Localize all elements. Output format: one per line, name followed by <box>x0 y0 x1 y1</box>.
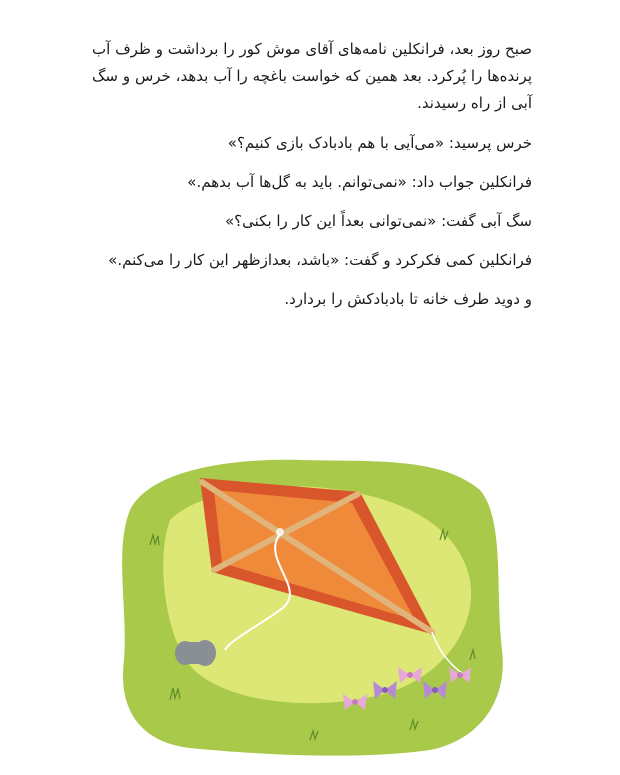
story-paragraph-2: خرس پرسید: «می‌آیی با هم بادبادک بازی کنیم؟» <box>227 134 532 152</box>
story-paragraph-1: صبح روز بعد، فرانکلین نامه‌های آقای موش کور را برداشت و ظرف آب پرنده‌ها را پُرکرد. بعد همین که خواست باغچه را آب بدهد، خرس و سگ آبی از راه رسیدند. <box>92 40 532 112</box>
kite-illustration <box>110 450 510 760</box>
story-paragraph-6: و دوید طرف خانه تا بادبادکش را بردارد. <box>284 290 532 308</box>
story-paragraph-3: فرانکلین جواب داد: «نمی‌توانم. باید به گل‌ها آب بدهم.» <box>187 173 532 191</box>
story-paragraph-4: سگ آبی گفت: «نمی‌توانی بعداً این کار را بکنی؟» <box>225 212 532 230</box>
string-spool <box>175 640 216 666</box>
story-paragraph-5: فرانکلین کمی فکرکرد و گفت: «باشد، بعدازظهر این کار را می‌کنم.» <box>108 251 532 269</box>
kite-illustration-svg <box>110 450 510 760</box>
story-text <box>92 36 532 325</box>
